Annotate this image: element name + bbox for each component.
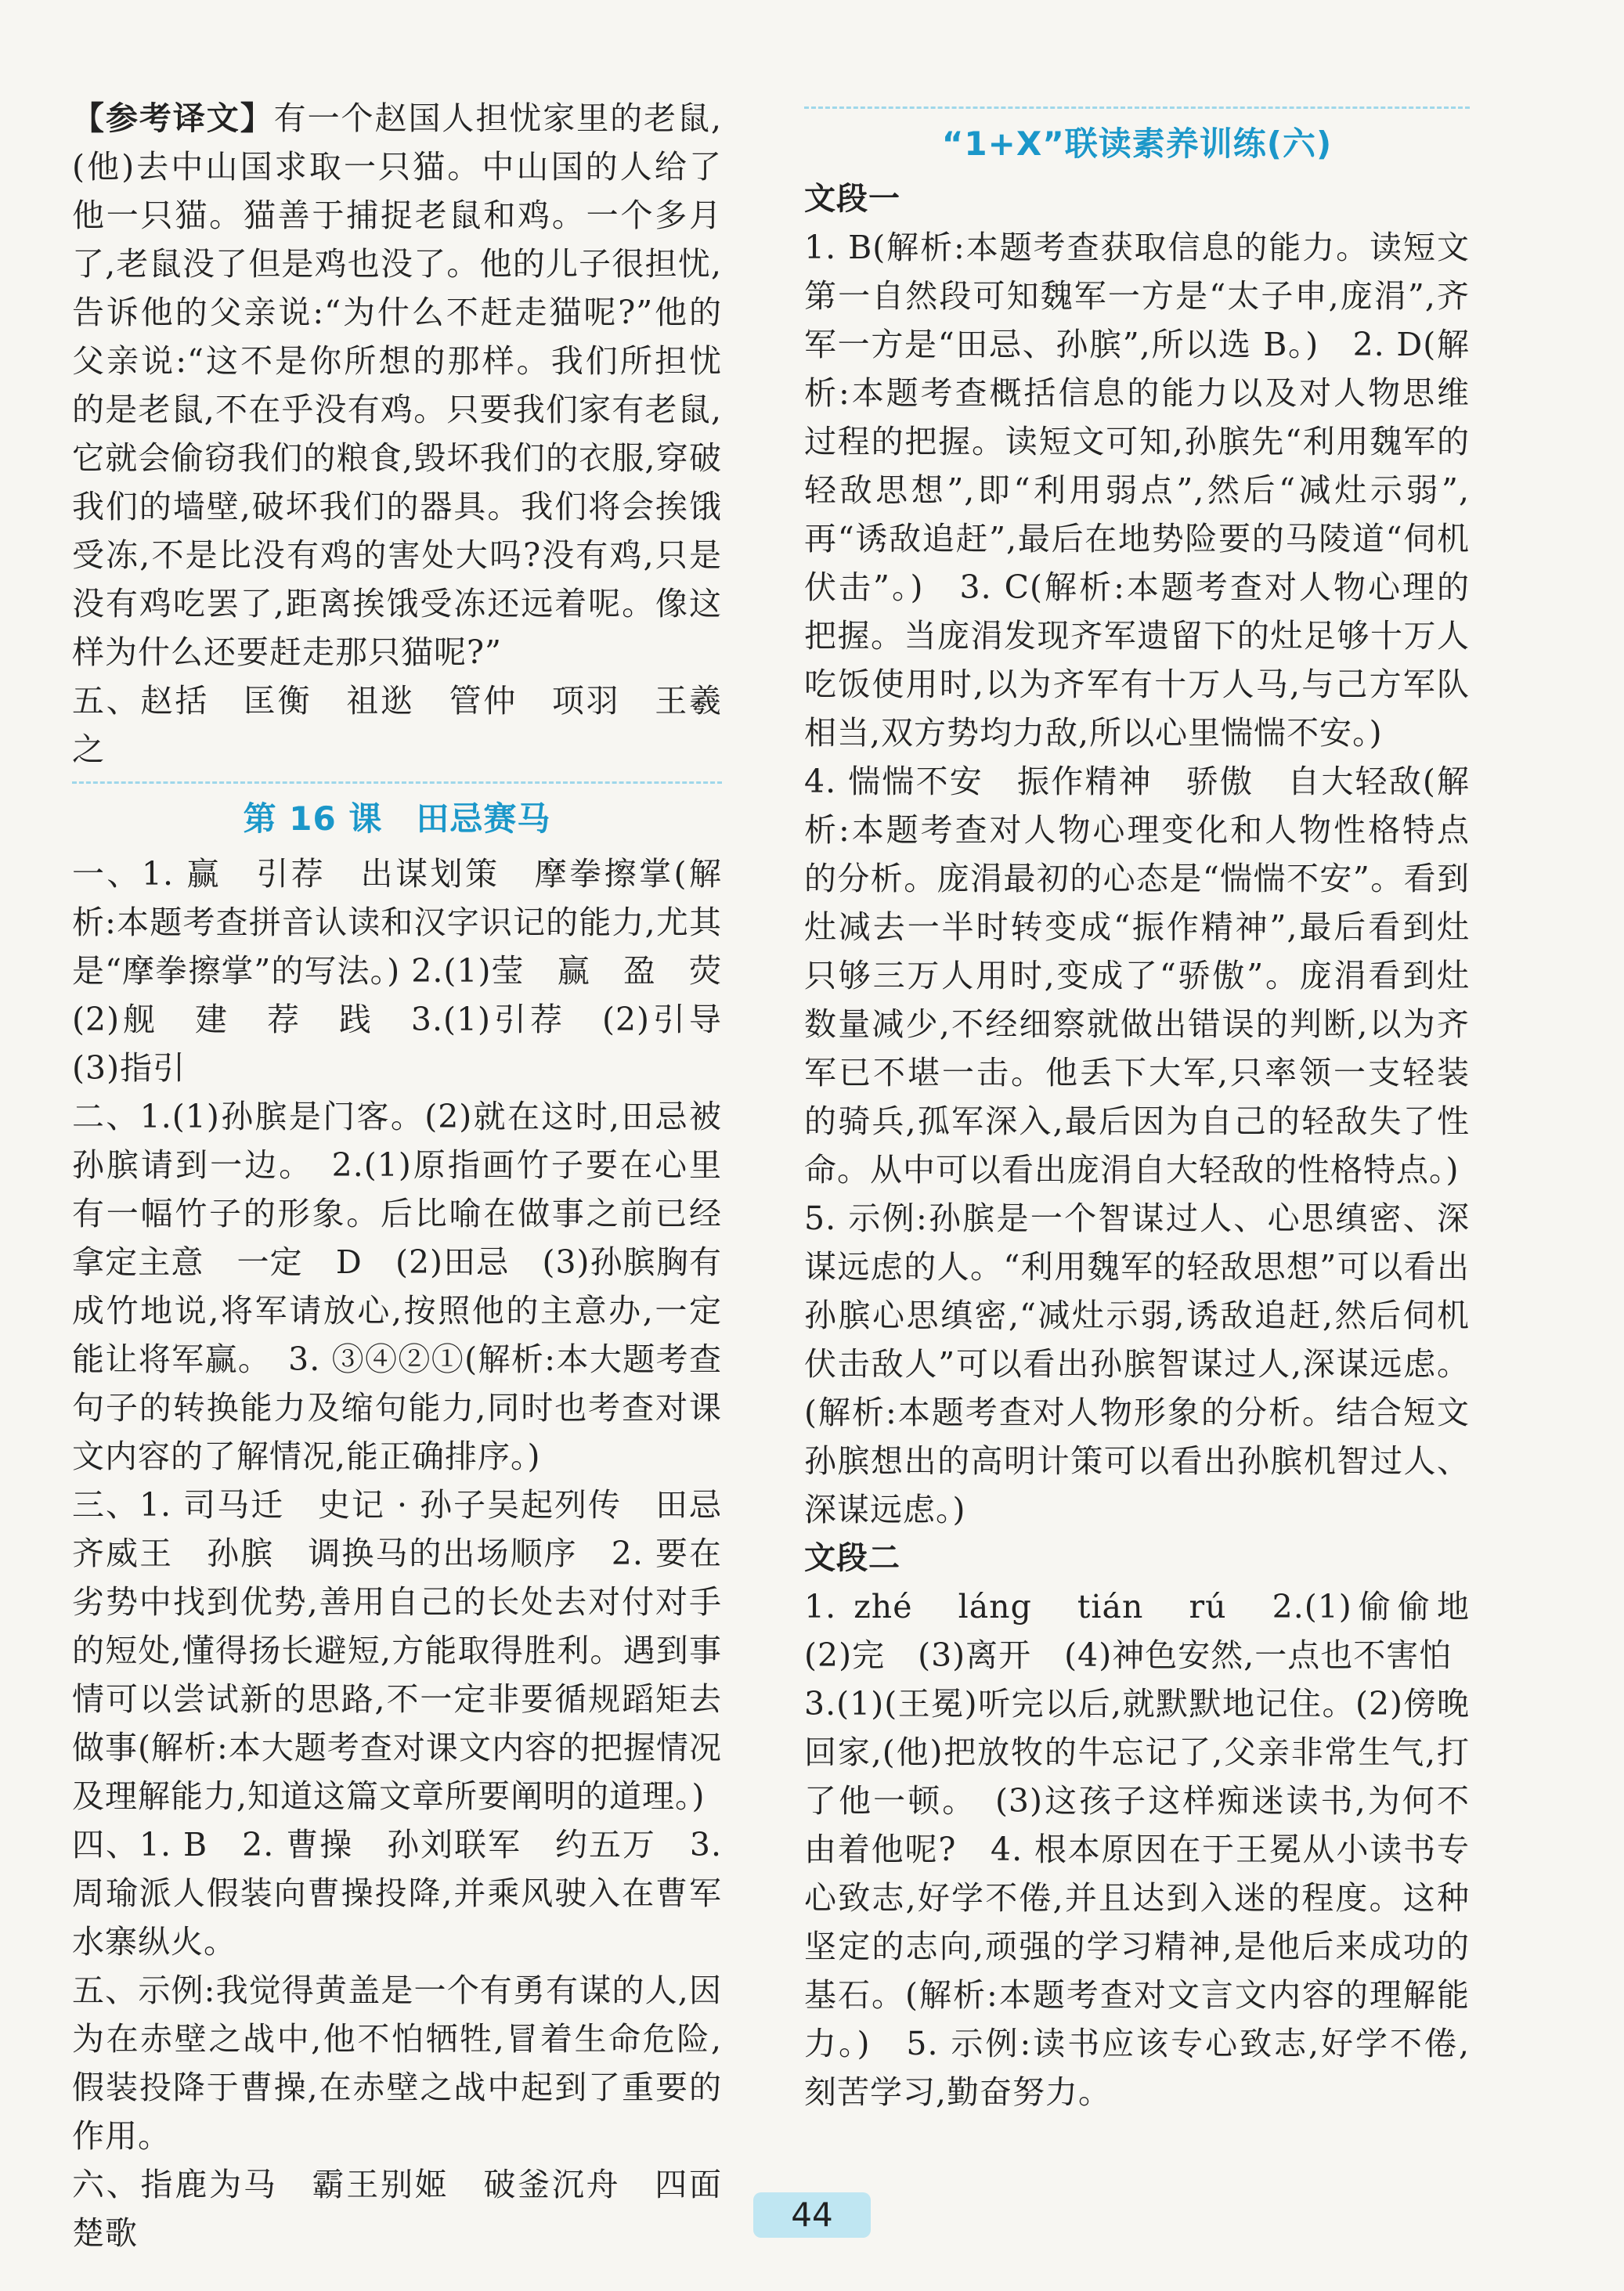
translation-paragraph [72, 94, 722, 676]
divider [72, 781, 722, 784]
part2-answers-a: 1. zhé láng tián rú 2.(1)偷偷地 (2)完 (3)离开 (4)神色安然,一点也不害怕 [804, 1588, 1503, 1674]
answer-q3: 三、1. 司马迁 史记 · 孙子吴起列传 田忌 齐威王 孙膑 调换马的出场顺序 2. 要在劣势中找到优势,善用自己的长处去对付对手的短处,懂得扬长避短,方能取得胜利。遇到事情可以尝试新的思路,不一定非要循规蹈矩去做事(解析:本大题考查对课文内容的把握情况及理解能力,知道这篇文章所要阐明的道理。) [72, 1486, 755, 1815]
left-column [72, 94, 755, 2257]
page-number: 44 [753, 2192, 871, 2238]
five-answers: 五、赵括 匡衡 祖逖 管仲 项羽 王羲之 [72, 682, 722, 768]
answer-q6: 六、指鹿为马 霸王别姬 破釜沉舟 四面楚歌 [72, 2166, 722, 2252]
divider [804, 106, 1470, 109]
part2-answers-b: 3.(1)(王冕)听完以后,就默默地记住。(2)傍晚回家,(他)把放牧的牛忘记了,父亲非常生气,打了他一顿。 (3)这孩子这样痴迷读书,为何不由着他呢? 4. 根本原因在于王冕从小读书专心致志,好学不倦,并且达到入迷的程度。这种坚定的志向,顽强的学习精神,是他后来成功的基石。(解析:本题考查对文言文内容的理解能力。) 5. 示例:读书应该专心致志,好学不倦,刻苦学习,勤奋努力。 [804, 1685, 1470, 2111]
lesson-title: 第 16 课 田忌赛马 [243, 799, 551, 838]
section-title: “1+X”联读素养训练(六) [941, 124, 1333, 163]
part1-label: 文段一 [804, 181, 900, 217]
answer-q2: 二、1.(1)孙膑是门客。(2)就在这时,田忌被孙膑请到一边。 2.(1)原指画竹子要在心里有一幅竹子的形象。后比喻在做事之前已经拿定主意 一定 D (2)田忌 (3)孙膑胸有成竹地说,将军请放心,按照他的主意办,一定能让将军赢。 3. ③④②①(解析:本大题考查句子的转换能力及缩句能力,同时也考查对课文内容的了解情况,能正确排序。) [72, 1098, 722, 1475]
right-column [804, 110, 1503, 2116]
answer-q4: 四、1. B 2. 曹操 孙刘联军 约五万 3. 周瑜派人假装向曹操投降,并乘风驶入在曹军水寨纵火。 [72, 1826, 722, 1961]
answer-q1: 一、1. 赢 引荐 出谋划策 摩拳擦掌(解析:本题考查拼音认读和汉字识记的能力,尤其是“摩拳擦掌”的写法。) 2.(1)莹 赢 盈 荧 (2)舰 建 荐 践 3.(1)引荐 (2)引导 (3)指引 [72, 855, 755, 1087]
part1-answers-a: 1. B(解析:本题考查获取信息的能力。读短文第一自然段可知魏军一方是“太子申,庞涓”,齐军一方是“田忌、孙膑”,所以选 B。) 2. D(解析:本题考查概括信息的能力以及对人物思维过程的把握。读短文可知,孙膑先“利用魏军的轻敌思想”,即“利用弱点”,然后“减灶示弱”,再“诱敌追赶”,最后在地势险要的马陵道“伺机伏击”。) 3. C(解析:本题考查对人物心理的把握。当庞涓发现齐军遗留下的灶足够十万人吃饭使用时,以为齐军有十万人马,与己方军队相当,双方势均力敌,所以心里惴惴不安。) [804, 229, 1471, 752]
translation-body: 有一个赵国人担忧家里的老鼠,(他)去中山国求取一只猫。中山国的人给了他一只猫。猫善于捕捉老鼠和鸡。一个多月了,老鼠没了但是鸡也没了。他的儿子很担忧,告诉他的父亲说:“为什么不赶走猫呢?”他的父亲说:“这不是你所想的那样。我们所担忧的是老鼠,不在乎没有鸡。只要我们家有老鼠,它就会偷窃我们的粮食,毁坏我们的衣服,穿破我们的墙壁,破坏我们的器具。我们将会挨饿受冻,不是比没有鸡的害处大吗?没有鸡,只是没有鸡吃罢了,距离挨饿受冻还远着呢。像这样为什么还要赶走那只猫呢?” [72, 99, 722, 671]
translation-label: 【参考译文】 [72, 99, 274, 137]
part2-label: 文段二 [804, 1540, 900, 1576]
answer-q5: 五、示例:我觉得黄盖是一个有勇有谋的人,因为在赤壁之战中,他不怕牺牲,冒着生命危险,假装投降于曹操,在赤壁之战中起到了重要的作用。 [72, 1972, 722, 2155]
part1-answers-b: 4. 惴惴不安 振作精神 骄傲 自大轻敌(解析:本题考查对人物心理变化和人物性格特点的分析。庞涓最初的心态是“惴惴不安”。看到灶减去一半时转变成“振作精神”,最后看到灶只够三万人用时,变成了“骄傲”。庞涓看到灶数量减少,不经细察就做出错误的判断,以为齐军已不堪一击。他丢下大军,只率领一支轻装的骑兵,孤军深入,最后因为自己的轻敌失了性命。从中可以看出庞涓自大轻敌的性格特点。) [804, 763, 1470, 1189]
part1-answers-c: 5. 示例:孙膑是一个智谋过人、心思缜密、深谋远虑的人。“利用魏军的轻敌思想”可以看出孙膑心思缜密,“减灶示弱,诱敌追赶,然后伺机伏击敌人”可以看出孙膑智谋过人,深谋远虑。(解析:本题考查对人物形象的分析。结合短文孙膑想出的高明计策可以看出孙膑机智过人、深谋远虑。) [804, 1200, 1470, 1528]
